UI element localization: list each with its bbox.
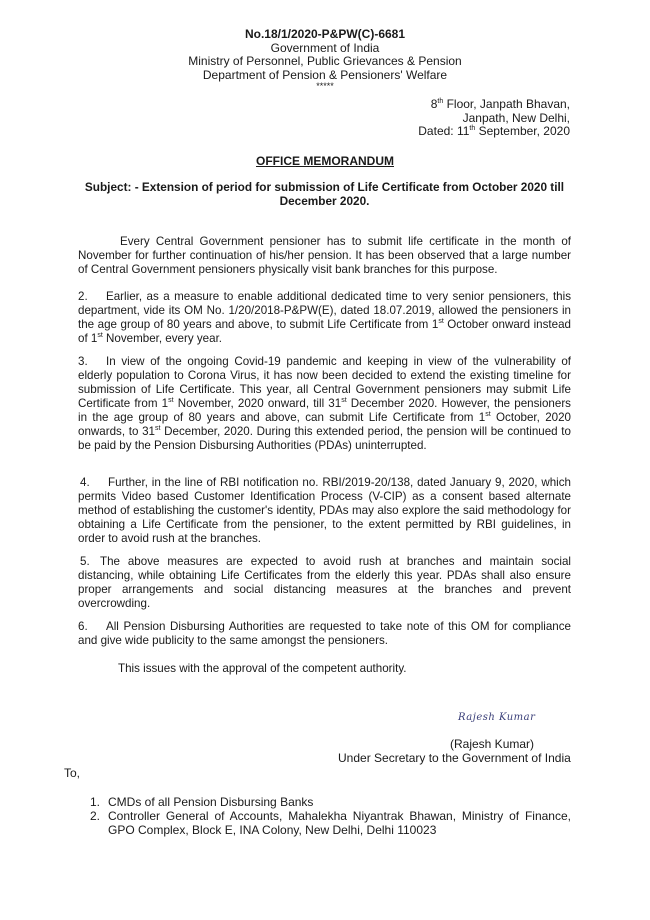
ordinal-suffix: st <box>155 425 161 433</box>
floor-number: 8 <box>430 97 438 111</box>
paragraph-text: Further, in the line of RBI notification no. RBI/2019-20/138, dated January 9, 2020, which permits Video based Customer Identification Process (V-CIP) as a consent based alternate method of establishing the customer's identity, PDAs may also explore the said methodology for obtaining a Life Certificate from the pensioner, to the extent permitted by RBI guidelines, in order to avoid rush at the branches. <box>78 476 571 545</box>
title-text: OFFICE MEMORANDUM <box>256 154 394 168</box>
paragraph-text: December 2020. However, the pensioners in the age group of 80 years and above, can submit Life Certificate from 1 <box>78 397 571 424</box>
recipient-text: CMDs of all Pension Disbursing Banks <box>108 795 314 809</box>
dated-rest: September, 2020 <box>475 124 570 138</box>
document-title <box>0 154 650 168</box>
paragraph-4 <box>78 476 571 546</box>
dated-line <box>330 125 570 139</box>
paragraph-text: Earlier, as a measure to enable additional dedicated time to very senior pensioners, this department, vide its OM No. 1/20/2018-P&PW(E), dated 18.07.2019, allowed the pensioners in the age group of 80 years and above, to submit Life Certificate from 1 <box>78 290 571 331</box>
ordinal-suffix: th <box>437 98 444 105</box>
address-line-1 <box>330 98 570 112</box>
paragraph-3 <box>78 355 571 453</box>
paragraph-text: October, 2020 onwards, to 31 <box>78 411 571 438</box>
paragraph-number: 2. <box>78 290 88 303</box>
recipient-number: 1. <box>90 795 101 809</box>
office-address <box>330 98 570 139</box>
subject-line: Subject: - Extension of period for submission of Life Certificate from October 2020 till December 2020. <box>84 180 565 208</box>
handwritten-signature: Rajesh Kumar <box>458 712 536 723</box>
recipient-item <box>90 795 571 809</box>
paragraph-5 <box>78 555 571 611</box>
paragraph-text: December, 2020. During this extended period, the pension will be continued to be paid by the Pension Disbursing Authorities (PDAs) uninterrupted. <box>78 425 571 452</box>
separator-stars: ***** <box>316 81 334 91</box>
address-text: Floor, Janpath Bhavan, <box>443 97 570 111</box>
ordinal-suffix: st <box>438 318 444 326</box>
paragraph-text: All Pension Disbursing Authorities are requested to take note of this OM for compliance and give wide publicity to the same amongst the pensioners. <box>78 620 571 647</box>
letterhead <box>150 28 500 90</box>
paragraph-number: 3. <box>78 355 88 368</box>
ministry-name: Ministry of Personnel, Public Grievances & Pension <box>188 54 462 68</box>
department-name: Department of Pension & Pensioners' Welfare <box>202 67 448 82</box>
ordinal-suffix: st <box>341 397 347 405</box>
ordinal-suffix: th <box>469 125 476 132</box>
paragraph-text: November, 2020 onward, till 31 <box>173 397 342 410</box>
paragraph-1 <box>78 235 571 277</box>
recipient-number: 2. <box>90 809 101 823</box>
paragraph-text: October onward instead of 1 <box>78 318 571 345</box>
paragraph-number: 5. <box>80 555 90 568</box>
ordinal-suffix: st <box>485 411 491 419</box>
recipient-text: Controller General of Accounts, Mahalekha Niyantrak Bhawan, Ministry of Finance, GPO Complex, Block E, INA Colony, New Delhi, Delhi 110023 <box>108 809 571 837</box>
to-label: To, <box>64 766 81 780</box>
paragraph-number: 4. <box>80 476 90 489</box>
paragraph-text: In view of the ongoing Covid-19 pandemic and keeping in view of the vulnerability of elderly population to Corona Virus, it has now been decided to extend the existing timeline for submission of Life Certificate. This year, all Central Government pensioners may submit Life Certificate from 1 <box>78 355 571 410</box>
government-name: Government of India <box>270 40 380 55</box>
paragraph-text: The above measures are expected to avoid rush at branches and maintain social distancing, while obtaining Life Certificates from the elderly this year. PDAs shall also ensure proper arrangements and social distancing measures at the branches and prevent overcrowding. <box>78 555 571 610</box>
ordinal-suffix: st <box>168 397 174 405</box>
paragraph-2 <box>78 290 571 346</box>
signatory-name: (Rajesh Kumar) <box>450 737 535 751</box>
paragraph-text: Every Central Government pensioner has to submit life certificate in the month of November for further continuation of his/her pension. It has been observed that a large number of Central Government pensioners physically visit bank branches for this purpose. <box>78 235 571 276</box>
ordinal-suffix: st <box>97 332 103 340</box>
file-number: No.18/1/2020-P&PW(C)-6681 <box>244 27 406 41</box>
address-line-2: Janpath, New Delhi, <box>462 110 570 125</box>
recipient-item <box>90 809 571 837</box>
paragraph-6 <box>78 620 571 648</box>
paragraph-text: November, every year. <box>102 332 223 345</box>
dated-prefix: Dated: 11 <box>418 124 470 138</box>
paragraph-number: 6. <box>78 620 88 633</box>
signatory-designation: Under Secretary to the Government of India <box>338 751 571 765</box>
approval-statement: This issues with the approval of the competent authority. <box>118 662 407 675</box>
